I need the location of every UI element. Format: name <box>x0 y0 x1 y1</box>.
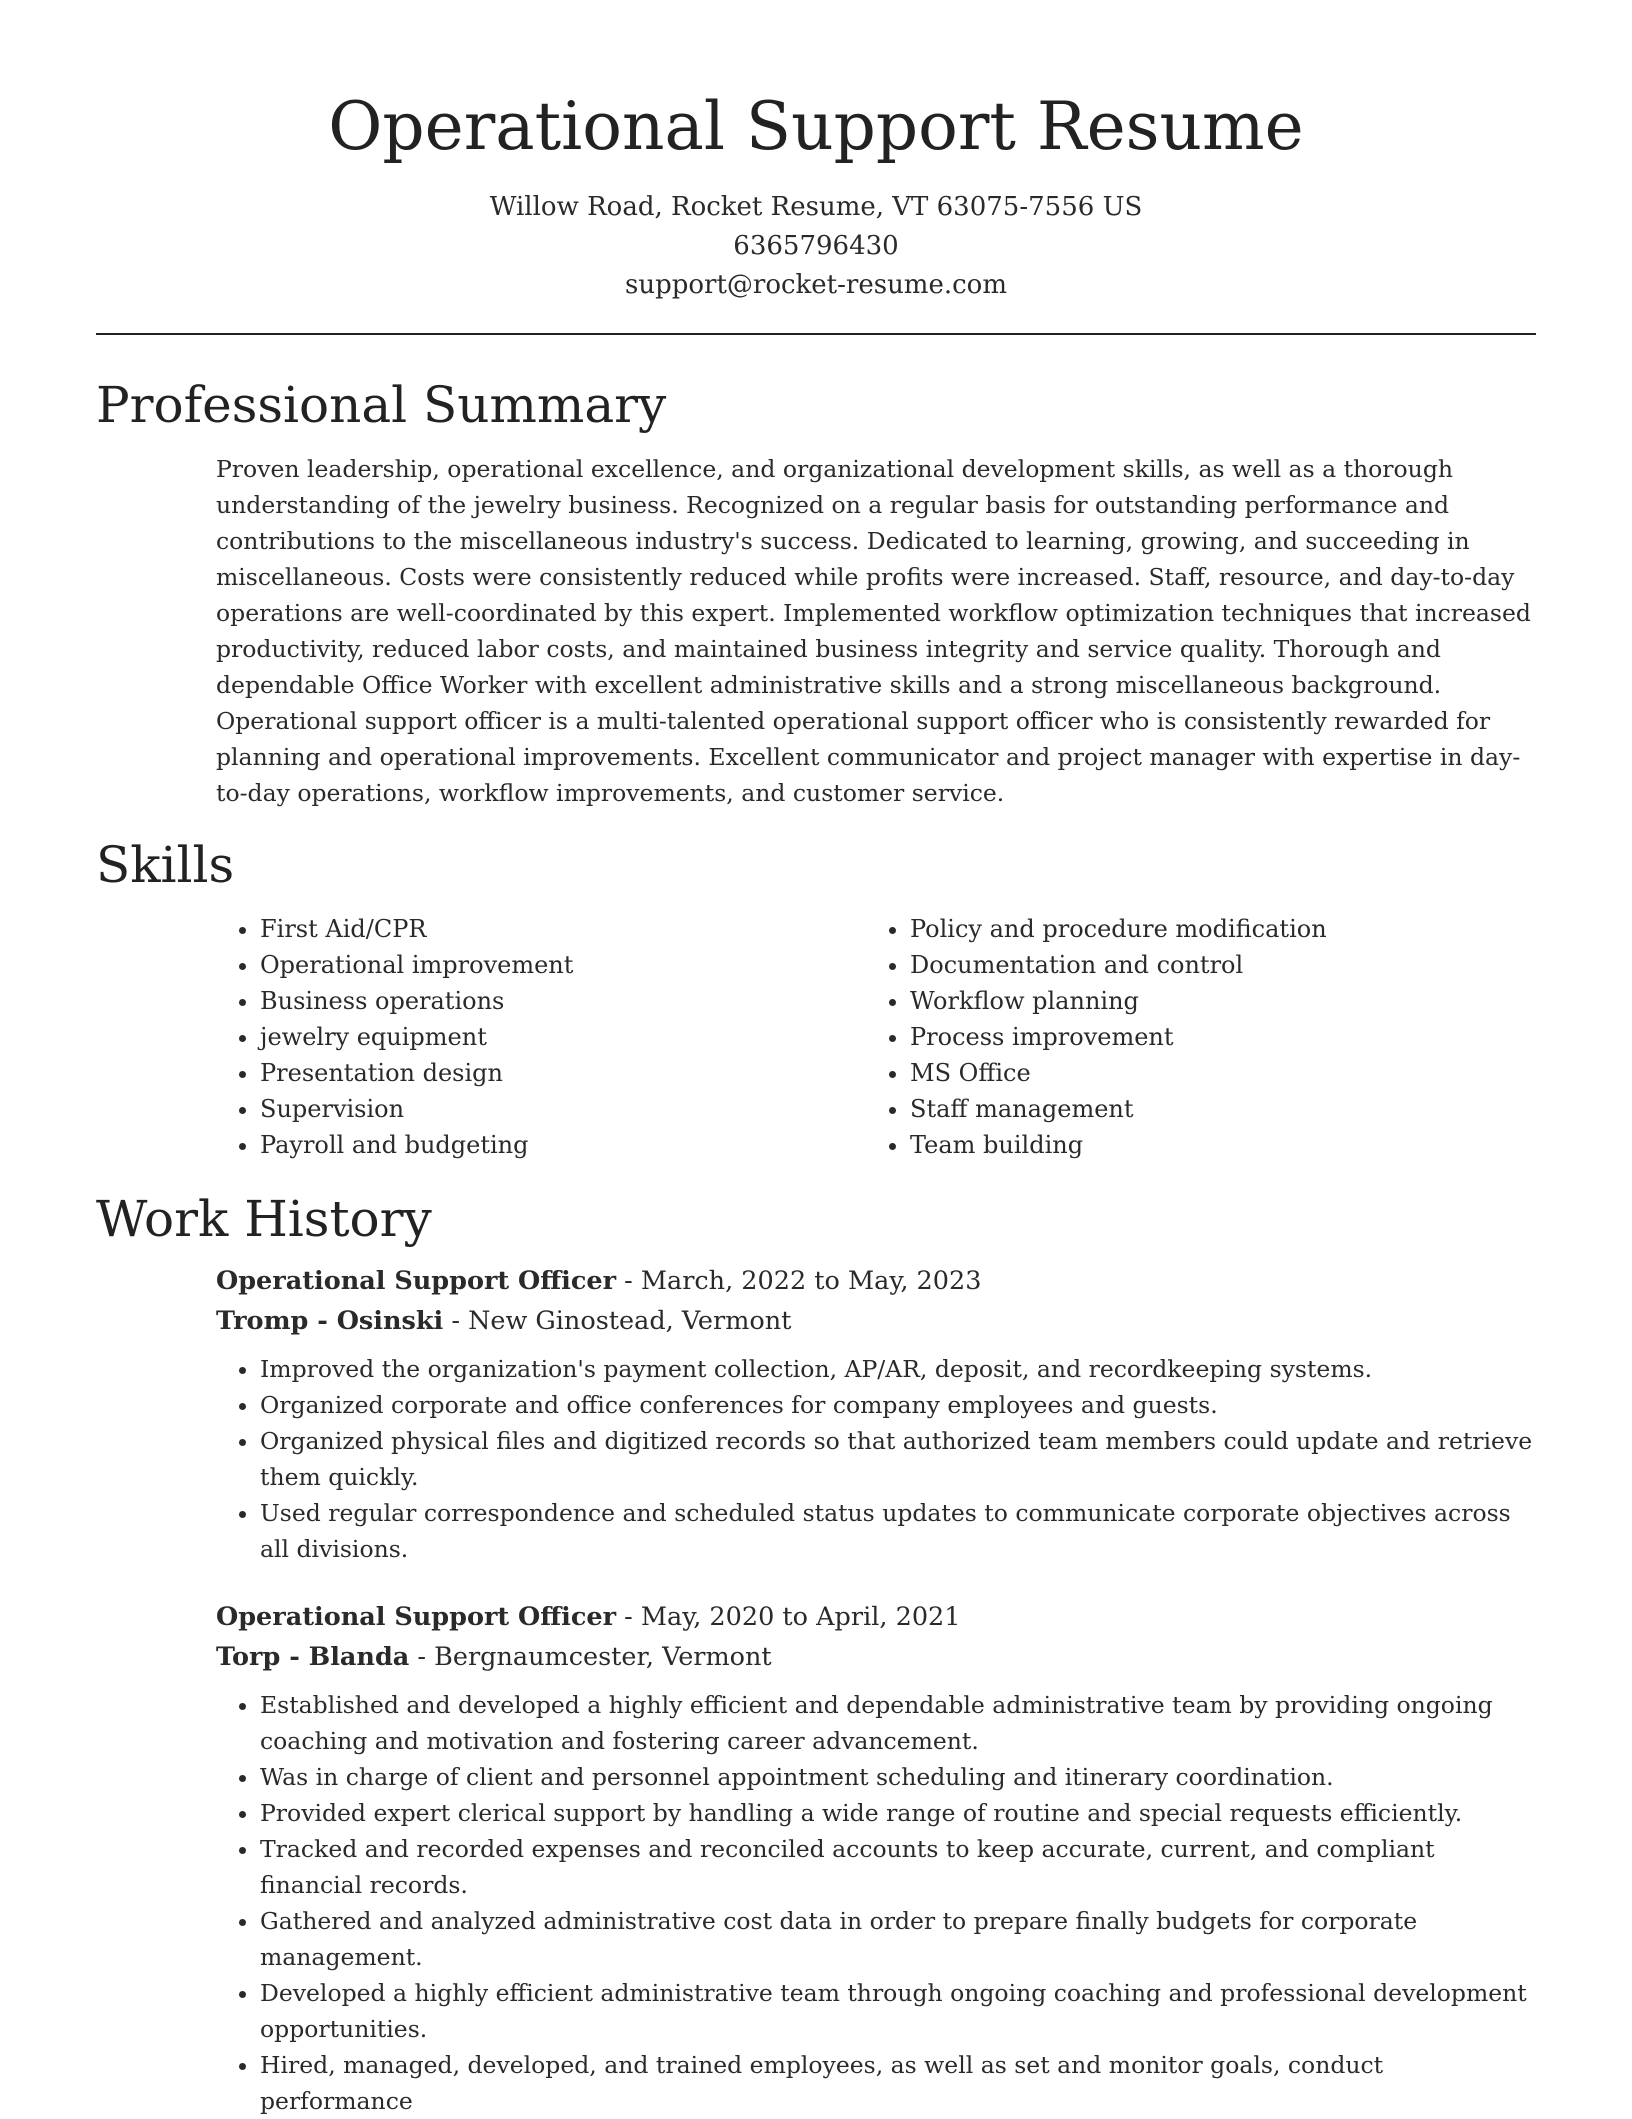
skill-item: • Supervision <box>260 1091 866 1127</box>
job-title-line <box>216 1261 1536 1301</box>
skill-item: • jewelry equipment <box>260 1019 866 1055</box>
job-bullets <box>216 1351 1536 1567</box>
list-item: • Tracked and recorded expenses and reconciled accounts to keep accurate, current, and compliant financial records. <box>260 1831 1536 1903</box>
work-history-heading: Work History <box>96 1190 432 1248</box>
skill-item: • Staff management <box>910 1091 1530 1127</box>
separator: - <box>616 1602 641 1632</box>
skill-item: • Documentation and control <box>910 947 1530 983</box>
header-divider <box>96 333 1536 335</box>
skill-item: • Policy and procedure modification <box>910 911 1530 947</box>
job-company-line <box>216 1301 1536 1341</box>
address: Willow Road, Rocket Resume, VT 63075-7556 US <box>489 192 1143 222</box>
job-dates: May, 2020 to April, 2021 <box>640 1602 961 1632</box>
resume-header <box>96 0 1536 305</box>
phone: 6365796430 <box>733 231 899 261</box>
separator: - <box>443 1306 469 1336</box>
job-company: Torp - Blanda <box>216 1642 410 1672</box>
job-role: Operational Support Officer <box>216 1602 617 1632</box>
skills-column-left <box>216 911 866 1163</box>
email: support@rocket-resume.com <box>624 270 1007 300</box>
resume-title: Operational Support Resume <box>328 88 1304 165</box>
job-role: Operational Support Officer <box>216 1266 617 1296</box>
list-item: • Improved the organization's payment collection, AP/AR, deposit, and recordkeeping systems. <box>260 1351 1536 1387</box>
list-item: • Organized physical files and digitized records so that authorized team members could update and retrieve them quickly. <box>260 1423 1536 1495</box>
list-item: • Provided expert clerical support by handling a wide range of routine and special requests efficiently. <box>260 1795 1536 1831</box>
skill-item: • Business operations <box>260 983 866 1019</box>
skill-item: • Process improvement <box>910 1019 1530 1055</box>
skill-item: • Payroll and budgeting <box>260 1127 866 1163</box>
list-item: • Gathered and analyzed administrative cost data in order to prepare finally budgets for corporate management. <box>260 1903 1536 1975</box>
summary-heading: Professional Summary <box>96 376 667 434</box>
list-item: • Was in charge of client and personnel appointment scheduling and itinerary coordination. <box>260 1759 1536 1795</box>
skill-item: • Workflow planning <box>910 983 1530 1019</box>
list-item: • Organized corporate and office conferences for company employees and guests. <box>260 1387 1536 1423</box>
skill-item: • Operational improvement <box>260 947 866 983</box>
separator: - <box>616 1266 641 1296</box>
job-location: New Ginostead, Vermont <box>468 1306 792 1336</box>
job-entry <box>216 1261 1536 1567</box>
work-history-section <box>96 1187 1536 2119</box>
separator: - <box>409 1642 435 1672</box>
list-item: • Hired, managed, developed, and trained employees, as well as set and monitor goals, conduct performance <box>260 2047 1536 2119</box>
summary-section <box>96 373 1536 811</box>
skill-item: • Presentation design <box>260 1055 866 1091</box>
summary-text: Proven leadership, operational excellence, and organizational development skills, as well as a thorough understanding of the jewelry business. Recognized on a regular basis for outstanding performance and contributions to the miscellaneous industry's success. Dedicated to learning, growing, and succeeding in miscellaneous. Costs were consistently reduced while profits were increased. Staff, resource, and day-to-day operations are well-coordinated by this expert. Implemented workflow optimization techniques that increased productivity, reduced labor costs, and maintained business integrity and service quality. Thorough and dependable Office Worker with excellent administrative skills and a strong miscellaneous background. Operational support officer is a multi-talented operational support officer who is consistently rewarded for planning and operational improvements. Excellent communicator and project manager with expertise in day-to-day operations, workflow improvements, and customer service. <box>216 455 1531 807</box>
list-item: • Developed a highly efficient administrative team through ongoing coaching and professional development opportunities. <box>260 1975 1536 2047</box>
resume-page <box>96 0 1536 2119</box>
job-dates: March, 2022 to May, 2023 <box>640 1266 982 1296</box>
skills-heading: Skills <box>96 836 235 894</box>
list-item: • Established and developed a highly efficient and dependable administrative team by providing ongoing coaching and motivation and fostering career advancement. <box>260 1687 1536 1759</box>
skills-list <box>216 911 1536 1163</box>
skills-column-right <box>866 911 1530 1163</box>
job-company: Tromp - Osinski <box>216 1306 444 1336</box>
job-bullets <box>216 1687 1536 2119</box>
job-company-line <box>216 1637 1536 1677</box>
skills-section <box>96 833 1536 1163</box>
job-location: Bergnaumcester, Vermont <box>434 1642 772 1672</box>
job-entry <box>216 1597 1536 2119</box>
list-item: • Used regular correspondence and scheduled status updates to communicate corporate objectives across all divisions. <box>260 1495 1536 1567</box>
skill-item: • MS Office <box>910 1055 1530 1091</box>
skill-item: • First Aid/CPR <box>260 911 866 947</box>
skill-item: • Team building <box>910 1127 1530 1163</box>
job-title-line <box>216 1597 1536 1637</box>
